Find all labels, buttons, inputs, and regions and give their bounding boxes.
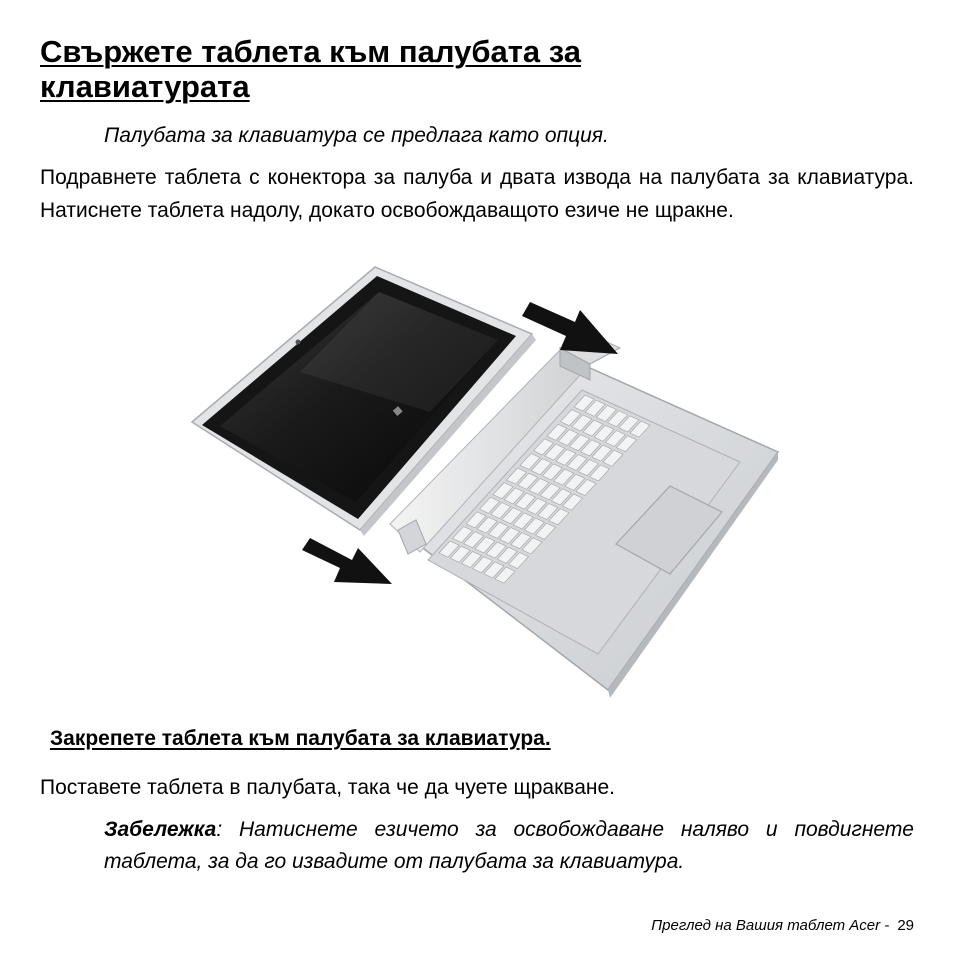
tablet-docking-illustration bbox=[180, 262, 780, 702]
attach-instructions: Поставете таблета в палубата, така че да чуете щракване. bbox=[40, 776, 615, 799]
page-number: 29 bbox=[897, 917, 914, 934]
removal-note bbox=[104, 814, 914, 878]
docking-svg bbox=[180, 262, 780, 702]
heading-line-1: Свържете таблета към палубата за bbox=[40, 34, 582, 69]
section-subheading: Закрепете таблета към палубата за клавиатура. bbox=[50, 727, 551, 750]
arrow-top-icon bbox=[522, 302, 618, 354]
heading-line-2: клавиатурата bbox=[40, 69, 250, 104]
arrow-bottom-icon bbox=[302, 538, 392, 584]
note-text: : Натиснете езичето за освобождаване наляво и повдигнете таблета, за да го извадите от палубата за клавиатура. bbox=[104, 818, 914, 873]
alignment-instructions: Подравнете таблета с конектора за палуба и двата извода на палубата за клавиатура. Натиснете таблета надолу, докато освобождаващото езиче не щракне. bbox=[40, 166, 914, 222]
footer-text: Преглед на Вашия таблет Acer - bbox=[651, 917, 890, 934]
optional-accessory-note: Палубата за клавиатура се предлага като опция. bbox=[104, 124, 609, 147]
page-heading bbox=[40, 34, 740, 104]
camera-icon bbox=[296, 340, 301, 345]
note-label: Забележка bbox=[104, 818, 217, 841]
page-footer bbox=[651, 916, 914, 936]
